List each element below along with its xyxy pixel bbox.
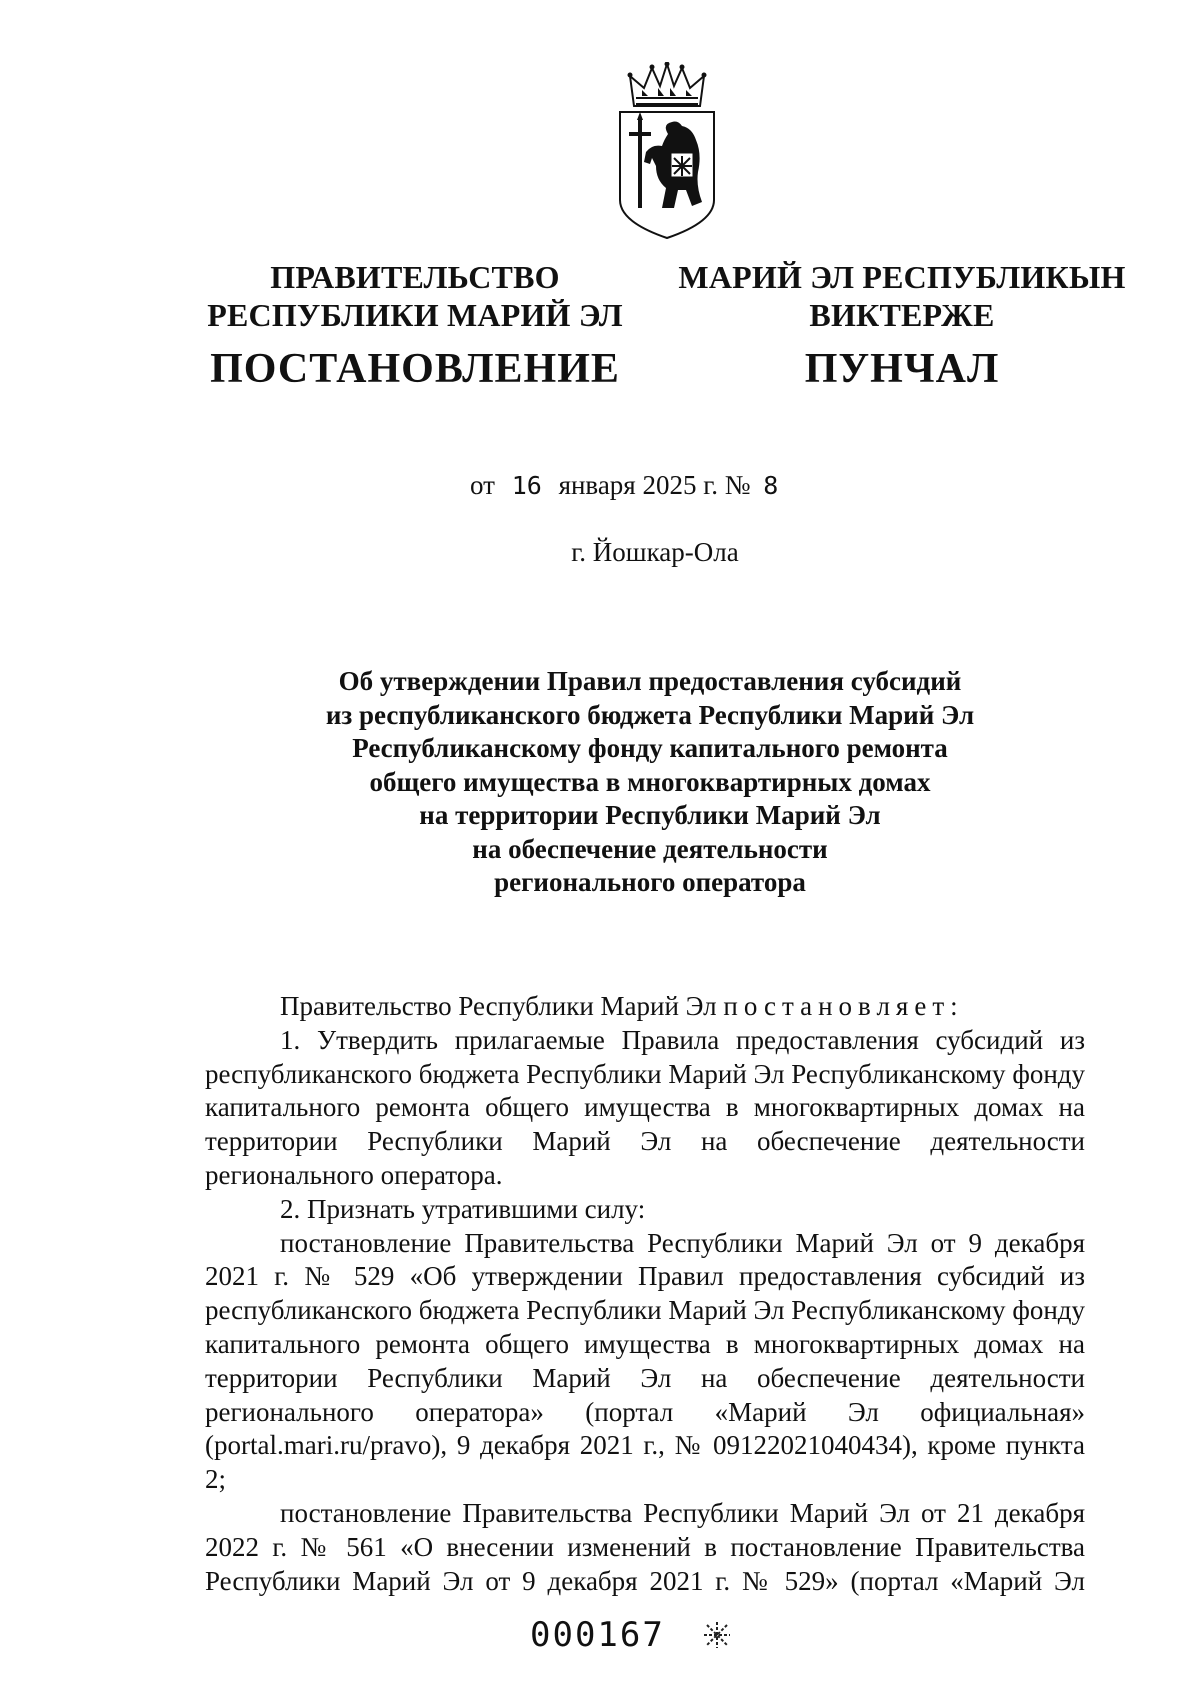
header-right-line2: ВИКТЕРЖЕ bbox=[809, 297, 995, 333]
document-title bbox=[200, 665, 1100, 900]
date-line bbox=[470, 470, 778, 501]
body-paragraph-4: постановление Правительства Республики Марий Эл от 21 декабря 2022 г. № 561 «О внесении изменений в постановление Правительства Республики Марий Эл от 9 декабря 2021 г. № 529» (портал «Марий Эл bbox=[205, 1497, 1085, 1596]
date-day: 16 bbox=[511, 471, 542, 500]
title-line: из республиканского бюджета Республики Марий Эл bbox=[325, 699, 975, 730]
document-body bbox=[205, 990, 1085, 1598]
intro-text: Правительство Республики Марий Эл bbox=[280, 991, 717, 1021]
body-intro bbox=[205, 990, 1085, 1024]
coat-of-arms-emblem bbox=[612, 62, 722, 240]
city: г. Йошкар-Ола bbox=[571, 537, 739, 567]
intro-verb: постановляет: bbox=[723, 991, 964, 1021]
body-paragraph-1: 1. Утвердить прилагаемые Правила предоставления субсидий из республиканского бюджета Республики Марий Эл Республиканскому фонду капитального ремонта общего имущества в многоквартирных домах на территории Республики Марий Эл на обеспечение деятельности регионального оператора. bbox=[205, 1024, 1085, 1190]
header-left-line1: ПРАВИТЕЛЬСТВО bbox=[270, 259, 560, 295]
serial-number: 000167 bbox=[530, 1615, 665, 1655]
title-line: на обеспечение деятельности bbox=[472, 833, 828, 864]
title-line: регионального оператора bbox=[494, 867, 806, 897]
title-line: Об утверждении Правил предоставления субсидий bbox=[338, 666, 962, 696]
document-number: 8 bbox=[763, 471, 779, 500]
date-prefix: от bbox=[470, 470, 495, 500]
title-line: на территории Республики Марий Эл bbox=[419, 800, 881, 830]
header-right-line1: МАРИЙ ЭЛ РЕСПУБЛИКЫН bbox=[678, 259, 1126, 295]
header-left-act-type: ПОСТАНОВЛЕНИЕ bbox=[210, 346, 620, 392]
header-right bbox=[672, 258, 1132, 394]
header-right-act-type: ПУНЧАЛ bbox=[804, 346, 1000, 392]
header-left bbox=[200, 258, 630, 394]
date-month-year: января 2025 г. № bbox=[558, 470, 751, 500]
header-left-line2: РЕСПУБЛИКИ МАРИЙ ЭЛ bbox=[207, 297, 623, 333]
body-paragraph-2: 2. Признать утратившими силу: bbox=[280, 1193, 646, 1224]
title-line: общего имущества в многоквартирных домах bbox=[369, 766, 931, 797]
asterisk-mark-icon bbox=[702, 1620, 732, 1650]
body-paragraph-3: постановление Правительства Республики Марий Эл от 9 декабря 2021 г. № 529 «Об утверждении Правил предоставления субсидий из республиканского бюджета Республики Марий Эл Республиканскому фонду капитального ремонта общего имущества в многоквартирных домах на территории Республики Марий Эл на обеспечение деятельности регионального оператора» (портал «Марий Эл официальная» (portal.mari.ru/pravo), 9 декабря 2021 г., № 09122021040434), кроме пункта 2; bbox=[205, 1227, 1085, 1495]
title-line: Республиканскому фонду капитального ремонта bbox=[352, 733, 948, 763]
